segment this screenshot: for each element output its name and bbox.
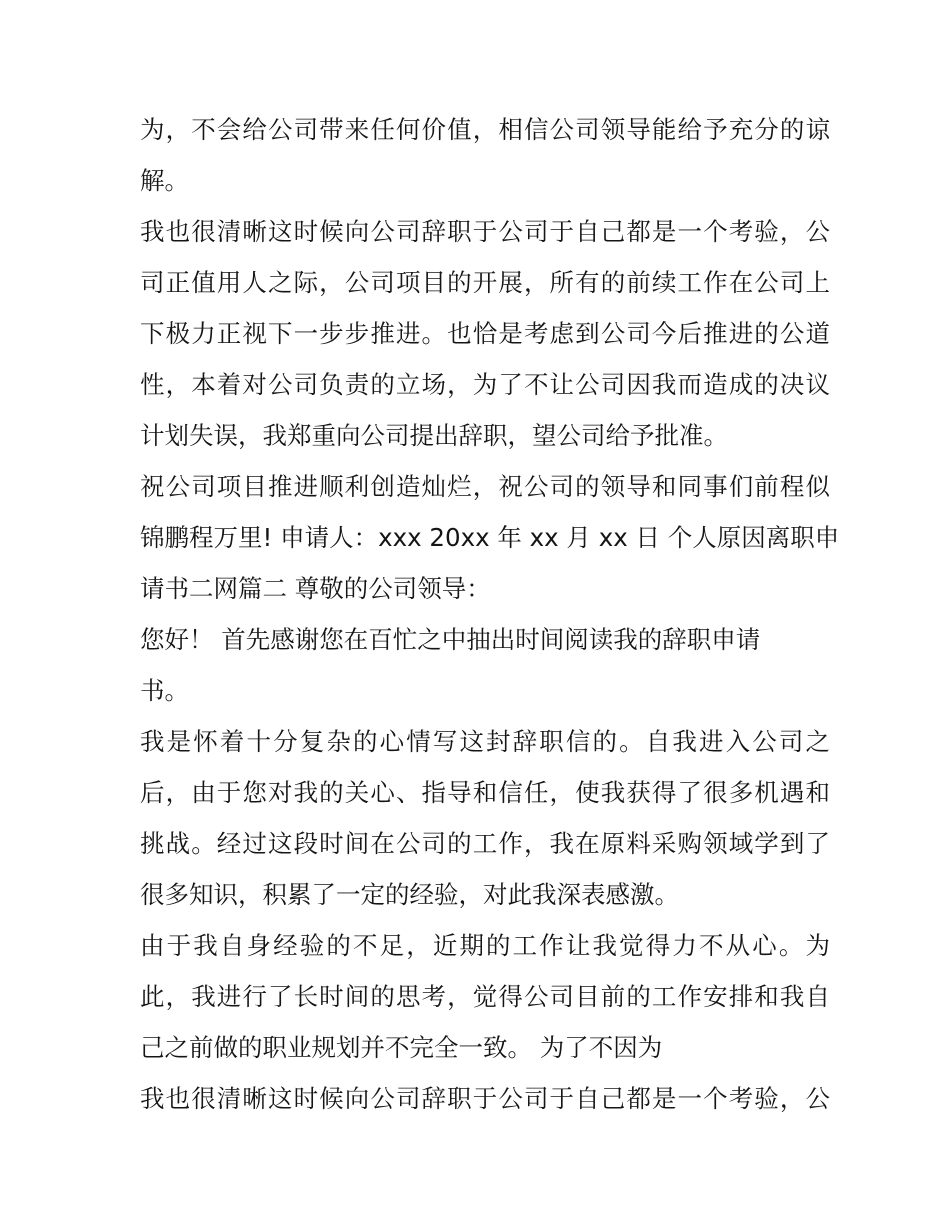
text-line: 计划失误，我郑重向公司提出辞职，望公司给予批准。 [140, 421, 728, 450]
text-line: 下极力正视下一步步推进。也恰是考虑到公司今后推进的公道 [140, 319, 830, 348]
text-line: 此，我进行了长时间的思考，觉得公司目前的工作安排和我自 [140, 982, 830, 1011]
text-line: 我也很清晰这时候向公司辞职于公司于自己都是一个考验，公 [140, 217, 830, 246]
text-line: 解。 [140, 166, 189, 195]
text-line: 我也很清晰这时候向公司辞职于公司于自己都是一个考验，公 [140, 1084, 830, 1113]
text-line: 书。 [140, 676, 189, 705]
text-line: 为，不会给公司带来任何价值，相信公司领导能给予充分的谅 [140, 115, 830, 144]
text-line: 请书二网篇二 尊敬的公司领导： [140, 574, 491, 603]
text-line: 由于我自身经验的不足，近期的工作让我觉得力不从心。为 [140, 931, 830, 960]
text-line: 锦鹏程万里! 申请人：xxx 20xx 年 xx 月 xx 日 个人原因离职申 [140, 523, 840, 552]
text-line: 己之前做的职业规划并不完全一致。 为了不因为 [140, 1033, 663, 1062]
text-line: 性，本着对公司负责的立场，为了不让公司因我而造成的决议 [140, 370, 830, 399]
text-line: 您好！ 首先感谢您在百忙之中抽出时间阅读我的辞职申请 [140, 625, 761, 654]
text-line: 司正值用人之际，公司项目的开展，所有的前续工作在公司上 [140, 268, 830, 297]
text-line: 挑战。经过这段时间在公司的工作，我在原料采购领域学到了 [140, 829, 830, 858]
text-line: 祝公司项目推进顺利创造灿烂，祝公司的领导和同事们前程似 [140, 472, 830, 501]
text-line: 我是怀着十分复杂的心情写这封辞职信的。自我进入公司之 [140, 727, 830, 756]
text-line: 后，由于您对我的关心、指导和信任，使我获得了很多机遇和 [140, 778, 830, 807]
text-line: 很多知识，积累了一定的经验，对此我深表感激。 [140, 880, 679, 909]
